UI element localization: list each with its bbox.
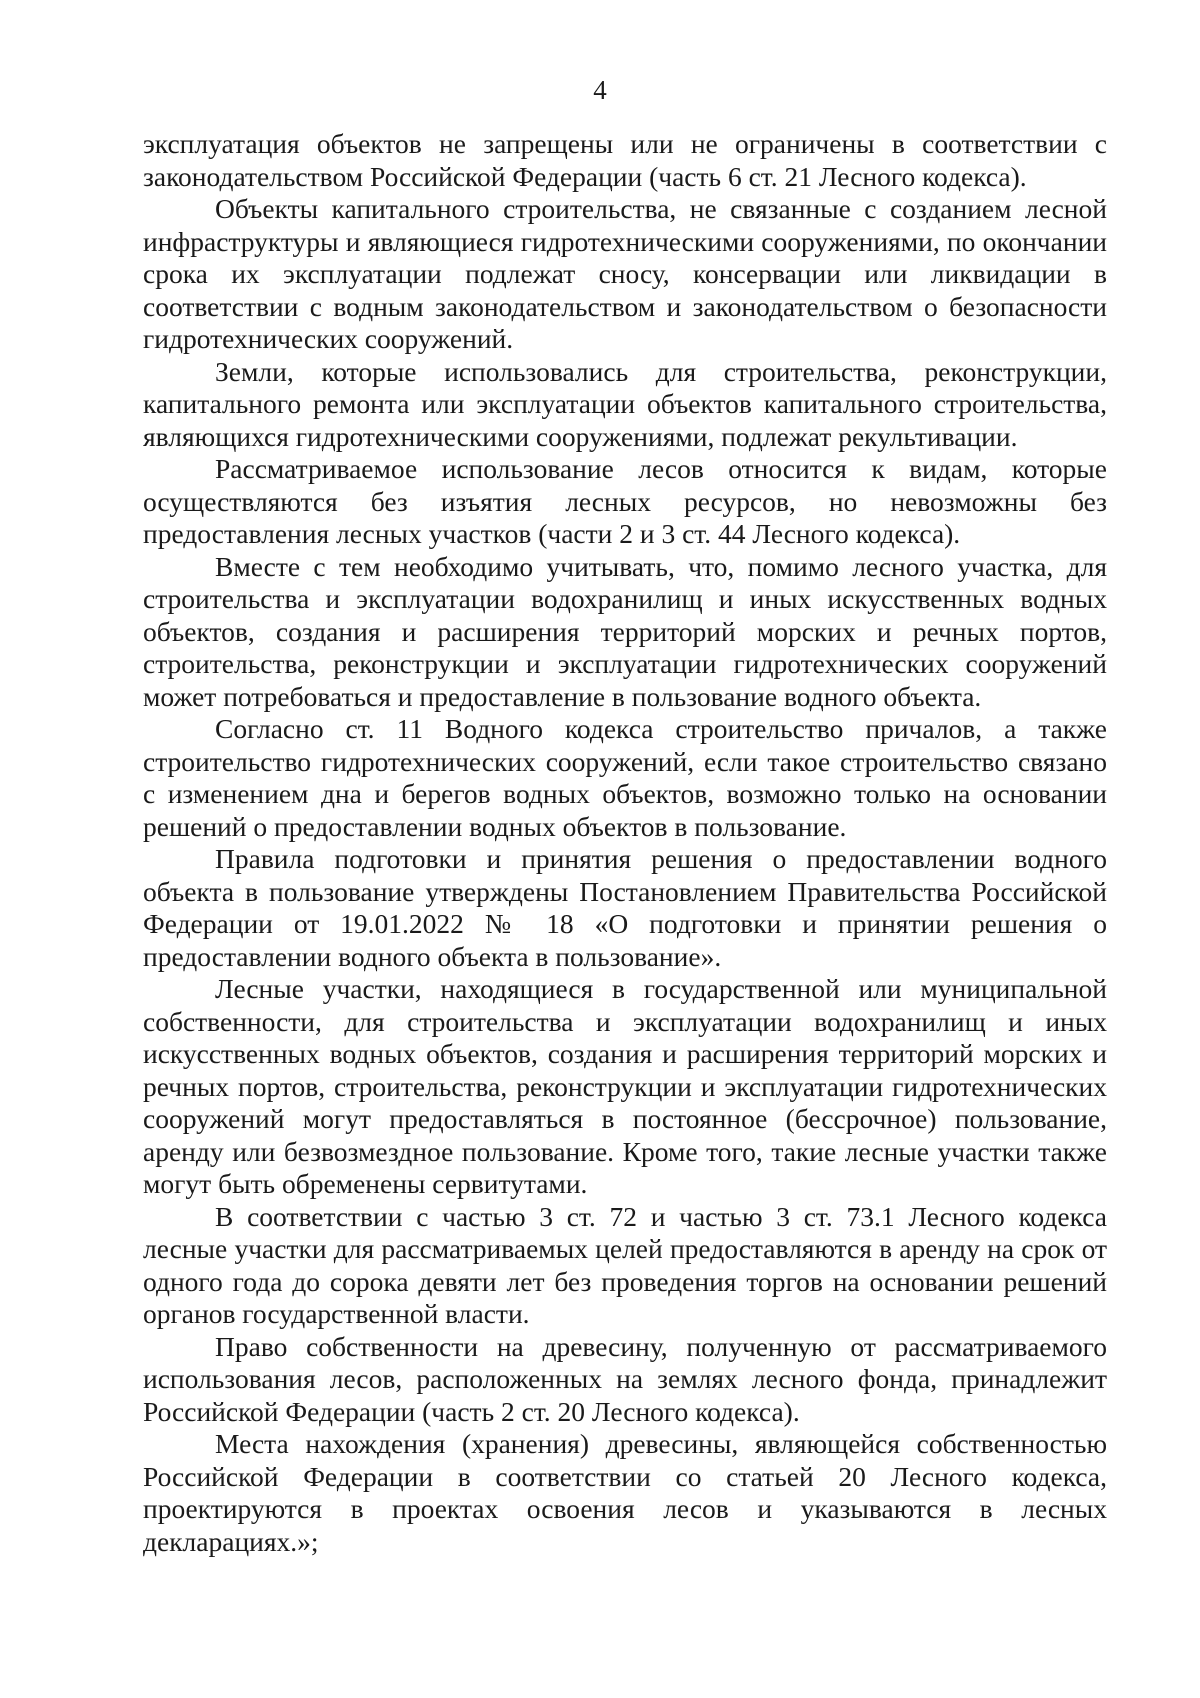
- page-number: 4: [593, 75, 607, 105]
- document-body: [143, 128, 1107, 1558]
- paragraph: Право собственности на древесину, полученную от рассматриваемого использования лесов, расположенных на землях лесного фонда, принадлежит Российской Федерации (часть 2 ст. 20 Лесного кодекса).: [143, 1330, 1107, 1427]
- paragraph: Правила подготовки и принятия решения о предоставлении водного объекта в пользование утверждены Постановлением Правительства Российской Федерации от 19.01.2022 № 18 «О подготовки и принятии решения о предоставлении водного объекта в пользование».: [143, 843, 1107, 972]
- paragraph: Места нахождения (хранения) древесины, являющейся собственностью Российской Федерации в соответствии со статьей 20 Лесного кодекса, проектируются в проектах освоения лесов и указываются в лесных декларациях.»;: [143, 1428, 1107, 1557]
- paragraph: Объекты капитального строительства, не связанные с созданием лесной инфраструктуры и являющиеся гидротехническими сооружениями, по окончании срока их эксплуатации подлежат сносу, консервации или ликвидации в соответствии с водным законодательством и законодательством о безопасности гидротехнических сооружений.: [143, 193, 1107, 354]
- paragraph: В соответствии с частью 3 ст. 72 и частью 3 ст. 73.1 Лесного кодекса лесные участки для рассматриваемых целей предоставляются в аренду на срок от одного года до сорока девяти лет без проведения торгов на основании решений органов государственной власти.: [143, 1200, 1107, 1329]
- paragraph: Рассматриваемое использование лесов относится к видам, которые осуществляются без изъятия лесных ресурсов, но невозможны без предоставления лесных участков (части 2 и 3 ст. 44 Лесного кодекса).: [143, 453, 1107, 549]
- paragraph: Лесные участки, находящиеся в государственной или муниципальной собственности, для строительства и эксплуатации водохранилищ и иных искусственных водных объектов, создания и расширения территорий морских и речных портов, строительства, реконструкции и эксплуатации гидротехнических сооружений могут предоставляться в постоянное (бессрочное) пользование, аренду или безвозмездное пользование. Кроме того, такие лесные участки также могут быть обременены сервитутами.: [143, 973, 1107, 1199]
- paragraph-continuation: эксплуатация объектов не запрещены или не ограничены в соответствии с законодательством Российской Федерации (часть 6 ст. 21 Лесного кодекса).: [143, 128, 1107, 192]
- paragraph: Согласно ст. 11 Водного кодекса строительство причалов, а также строительство гидротехнических сооружений, если такое строительство связано с изменением дна и берегов водных объектов, возможно только на основании решений о предоставлении водных объектов в пользование.: [143, 713, 1107, 842]
- paragraph: Вместе с тем необходимо учитывать, что, помимо лесного участка, для строительства и эксплуатации водохранилищ и иных искусственных водных объектов, создания и расширения территорий морских и речных портов, строительства, реконструкции и эксплуатации гидротехнических сооружений может потребоваться и предоставление в пользование водного объекта.: [143, 550, 1107, 712]
- paragraph: Земли, которые использовались для строительства, реконструкции, капитального ремонта или эксплуатации объектов капитального строительства, являющихся гидротехническими сооружениями, подлежат рекультивации.: [143, 355, 1107, 452]
